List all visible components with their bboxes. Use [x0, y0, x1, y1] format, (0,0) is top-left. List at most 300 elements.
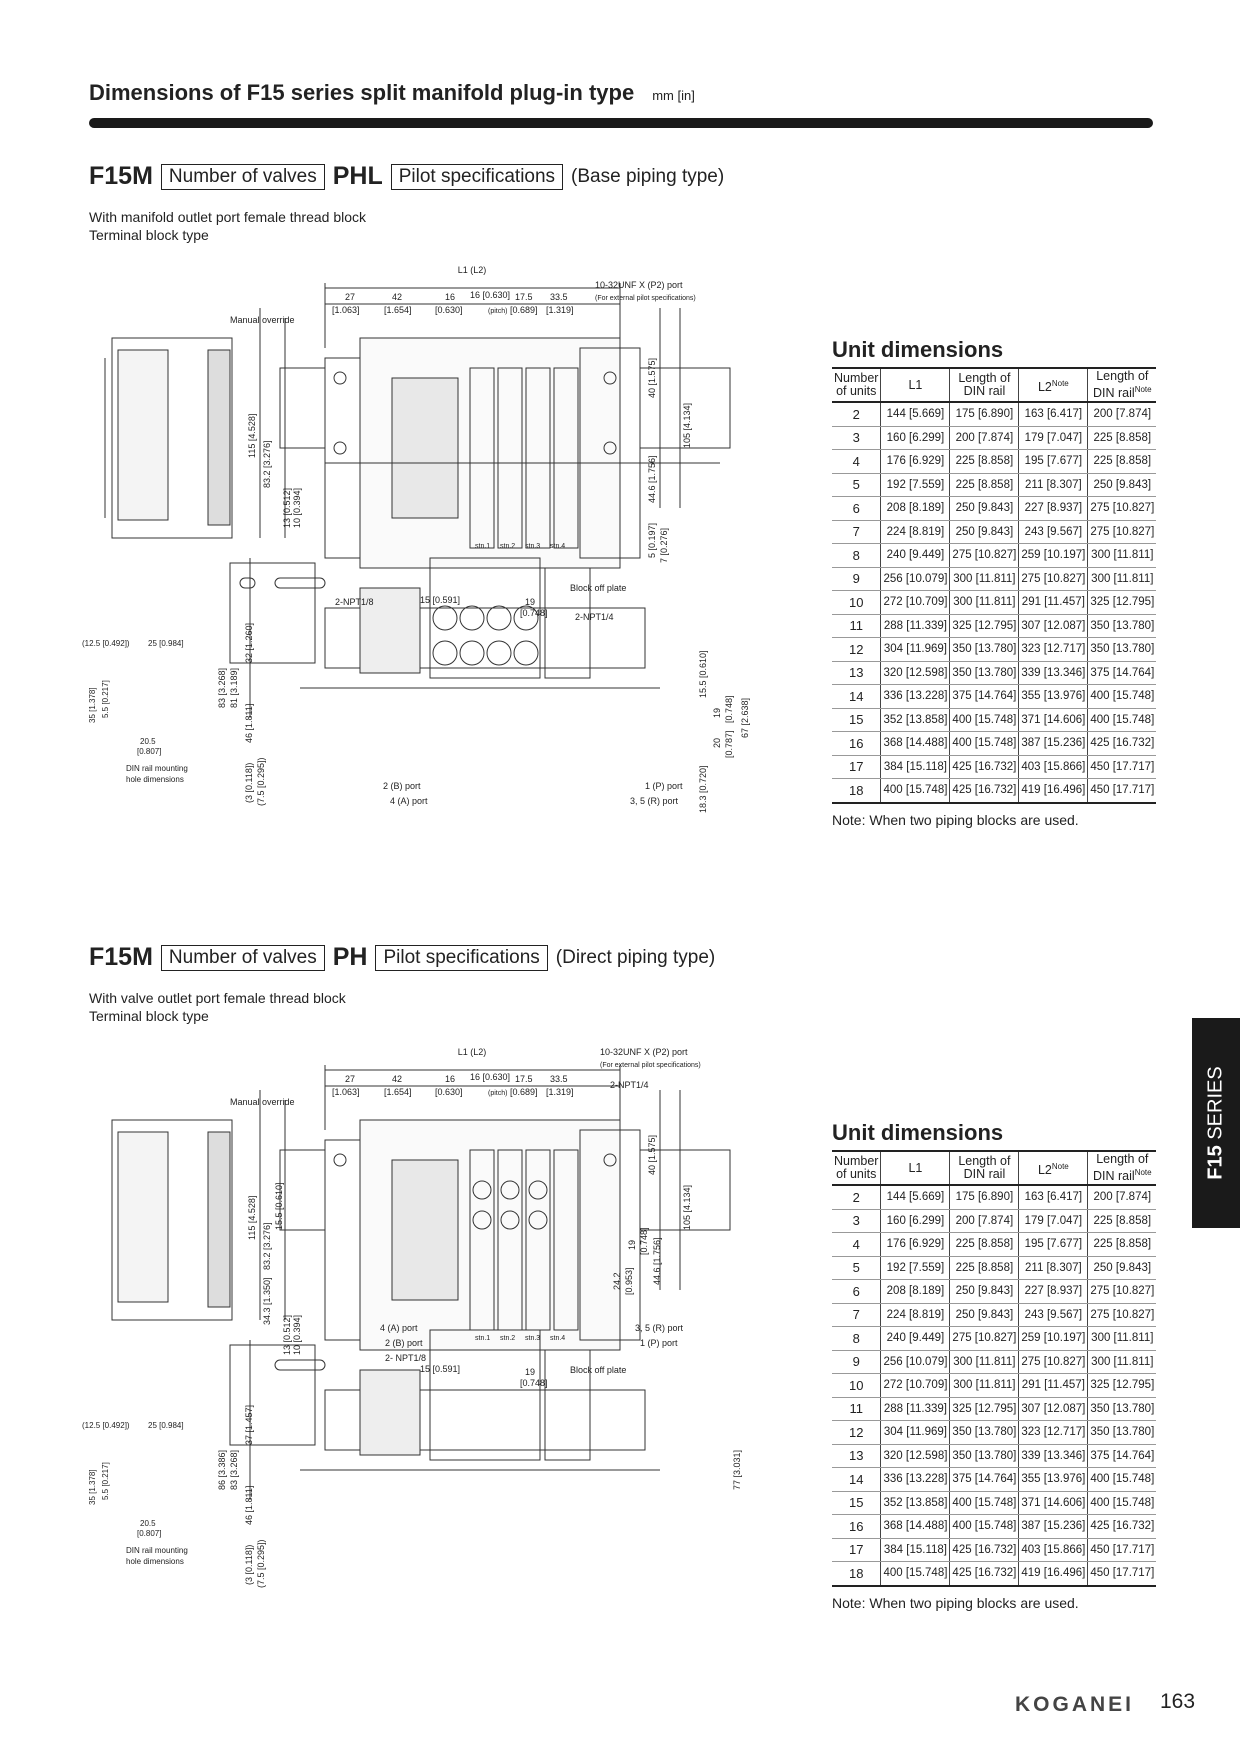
drawing-direct-piping [82, 1040, 800, 1600]
label-manual-override: Manual override [230, 315, 295, 325]
drawing-base-piping [82, 258, 800, 818]
table-cell: 375 [14.764] [950, 685, 1019, 709]
dim-pitch: (pitch) [488, 1090, 508, 1097]
model-prefix: F15M [89, 162, 153, 190]
table-cell: 13 [832, 1444, 881, 1468]
unit-dimensions-table-1 [832, 367, 1156, 804]
dim-335-in: [1.319] [546, 1087, 574, 1097]
bottom-view-valves [430, 558, 540, 678]
table-cell: 400 [15.748] [950, 1515, 1019, 1539]
dim-20-in: [0.787] [724, 730, 734, 758]
dim-rail-25: 25 [0.984] [148, 639, 184, 648]
table-cell: 176 [6.929] [881, 450, 950, 474]
table-cell: 259 [10.197] [1019, 544, 1088, 568]
table-row [832, 1303, 1156, 1327]
page-title-text: Dimensions of F15 series split manifold plug-in type [89, 80, 635, 105]
table-cell: 200 [7.874] [1088, 1185, 1156, 1209]
mounting-screw [334, 442, 346, 454]
table-cell: 425 [16.732] [950, 755, 1019, 779]
dim-rail-205: 20.5 [140, 1519, 156, 1528]
table-cell: 425 [16.732] [950, 1562, 1019, 1586]
table-cell: 350 [13.780] [1088, 614, 1156, 638]
table-cell: 12 [832, 1421, 881, 1445]
table-cell: 16 [832, 1515, 881, 1539]
label-p2-port: 10-32UNF X (P2) port [595, 280, 683, 290]
dim-13: 13 [0.512] [282, 1314, 292, 1355]
table-cell: 200 [7.874] [950, 426, 1019, 450]
table-cell: 355 [13.976] [1019, 685, 1088, 709]
table-cell: 419 [16.496] [1019, 779, 1088, 803]
table-cell: 350 [13.780] [950, 1421, 1019, 1445]
table-cell: 275 [10.827] [1019, 567, 1088, 591]
dim-115: 115 [4.528] [247, 1195, 257, 1240]
table-row [832, 520, 1156, 544]
port-circle [460, 606, 484, 630]
label-stn4: stn.4 [550, 1335, 566, 1342]
terminal-block [392, 1160, 458, 1300]
table-cell: 144 [5.669] [881, 402, 950, 426]
dim-155: 15.5 [0.610] [274, 1182, 284, 1230]
subtitle-2 [89, 989, 346, 1025]
table-cell: 160 [6.299] [881, 426, 950, 450]
table-cell: 450 [17.717] [1088, 1562, 1156, 1586]
dim-446: 44.6 [1.756] [652, 1237, 662, 1285]
table-cell: 425 [16.732] [1088, 1515, 1156, 1539]
table-cell: 400 [15.748] [950, 732, 1019, 756]
dim-46: 46 [1.811] [244, 703, 254, 743]
rail-slot [275, 578, 325, 588]
dim-27: 27 [345, 292, 356, 302]
series-tab-label: F15 SERIES [1204, 1066, 1227, 1180]
label-stn4: stn.4 [550, 543, 566, 550]
label-port-r: 3, 5 (R) port [635, 1323, 684, 1333]
table-cell: 325 [12.795] [950, 614, 1019, 638]
table-cell: 275 [10.827] [1088, 520, 1156, 544]
table-cell: 425 [16.732] [1088, 732, 1156, 756]
subtitle-line: With valve outlet port female thread block [89, 990, 346, 1006]
dim-37: 37 [1.457] [244, 1404, 254, 1445]
table-cell: 288 [11.339] [881, 1397, 950, 1421]
side-view-cover [118, 350, 168, 520]
dim-19b-in: [0.748] [520, 1378, 548, 1388]
table-cell: 225 [8.858] [1088, 450, 1156, 474]
table-cell: 6 [832, 1280, 881, 1304]
subtitle-line: With manifold outlet port female thread block [89, 209, 367, 225]
table-cell: 323 [12.717] [1019, 638, 1088, 662]
table-row [832, 1327, 1156, 1351]
label-port-a: 4 (A) port [390, 796, 428, 806]
table-cell: 300 [11.811] [950, 1374, 1019, 1398]
table-cell: 300 [11.811] [950, 591, 1019, 615]
table-cell: 9 [832, 1350, 881, 1374]
table-cell: 225 [8.858] [950, 450, 1019, 474]
label-manual-override: Manual override [230, 1097, 295, 1107]
dim-16-in: [0.630] [435, 305, 463, 315]
table-cell: 250 [9.843] [950, 520, 1019, 544]
table-cell: 17 [832, 1538, 881, 1562]
table-cell: 243 [9.567] [1019, 520, 1088, 544]
dim-42: 42 [392, 1074, 403, 1084]
label-p2-note: (For external pilot specifications) [600, 1062, 701, 1069]
table-note-2: Note: When two piping blocks are used. [832, 1595, 1079, 1611]
dim-183: 18.3 [0.720] [698, 765, 708, 813]
table-cell: 275 [10.827] [950, 1327, 1019, 1351]
table-cell: 11 [832, 614, 881, 638]
rail-caption-1: DIN rail mounting [126, 1546, 188, 1555]
table-cell: 339 [13.346] [1019, 661, 1088, 685]
port-circle [433, 606, 457, 630]
table-row [832, 1185, 1156, 1209]
dim-rail-205-in: [0.807] [137, 747, 162, 756]
col-l1: L1 [881, 368, 950, 402]
dim-40: 40 [1.575] [647, 357, 657, 398]
table-cell: 368 [14.488] [881, 732, 950, 756]
dim-rail-55: 5.5 [0.217] [101, 680, 110, 718]
table-cell: 300 [11.811] [1088, 567, 1156, 591]
dim-l1: L1 (L2) [457, 265, 487, 275]
model-code: PHL [332, 162, 383, 190]
dim-75: (7.5 [0.295]) [256, 757, 266, 806]
table-cell: 350 [13.780] [1088, 638, 1156, 662]
table-cell: 300 [11.811] [1088, 544, 1156, 568]
label-block-off: Block off plate [570, 583, 627, 593]
table-cell: 384 [15.118] [881, 755, 950, 779]
label-stn2: stn.2 [500, 1335, 516, 1342]
table-cell: 15 [832, 1491, 881, 1515]
table-cell: 18 [832, 1562, 881, 1586]
table-cell: 256 [10.079] [881, 567, 950, 591]
table-cell: 18 [832, 779, 881, 803]
table-cell: 387 [15.236] [1019, 732, 1088, 756]
dim-335: 33.5 [550, 1074, 568, 1084]
table-cell: 350 [13.780] [950, 638, 1019, 662]
dim-242: 24.2 [612, 1272, 622, 1290]
table-row [832, 1468, 1156, 1492]
subtitle-line: Terminal block type [89, 1008, 209, 1024]
dim-32: 32 [1.260] [244, 622, 254, 663]
page-number: 163 [1160, 1690, 1196, 1713]
model-code-2 [89, 943, 715, 972]
dim-rail-35: 35 [1.378] [88, 1469, 97, 1505]
col-din-length-note: Length of DIN rail$^{Note}$ [1088, 368, 1156, 402]
unit-note: mm [in] [652, 88, 695, 103]
unit-dimensions-table-2 [832, 1150, 1156, 1587]
label-port-b: 2 (B) port [383, 781, 421, 791]
table-cell: 250 [9.843] [950, 497, 1019, 521]
table-row [832, 1256, 1156, 1280]
table-cell: 275 [10.827] [1088, 1280, 1156, 1304]
table-cell: 225 [8.858] [950, 473, 1019, 497]
table-cell: 163 [6.417] [1019, 402, 1088, 426]
table-cell: 163 [6.417] [1019, 1185, 1088, 1209]
bottom-view-block [360, 1370, 420, 1455]
port-circle [514, 641, 538, 665]
col-din-length-note: Length of DIN rail$^{Note}$ [1088, 1151, 1156, 1185]
table-cell: 250 [9.843] [950, 1303, 1019, 1327]
table-cell: 192 [7.559] [881, 473, 950, 497]
piping-type: (Direct piping type) [555, 946, 716, 968]
table-cell: 12 [832, 638, 881, 662]
dim-10: 10 [0.394] [292, 1314, 302, 1355]
rail-caption-1: DIN rail mounting [126, 764, 188, 773]
dim-27-in: [1.063] [332, 1087, 360, 1097]
dim-42-in: [1.654] [384, 1087, 412, 1097]
table-cell: 195 [7.677] [1019, 1233, 1088, 1257]
table-row [832, 1515, 1156, 1539]
dim-446: 44.6 [1.756] [647, 455, 657, 503]
din-rail-left [280, 368, 325, 448]
table-cell: 387 [15.236] [1019, 1515, 1088, 1539]
table-cell: 400 [15.748] [881, 779, 950, 803]
table-cell: 5 [832, 1256, 881, 1280]
dim-19b-in: [0.748] [724, 695, 734, 723]
page-title [89, 80, 695, 106]
col-l2: $L2^{Note}$ [1019, 368, 1088, 402]
table-cell: 325 [12.795] [1088, 1374, 1156, 1398]
col-l2: $L2^{Note}$ [1019, 1151, 1088, 1185]
port-circle [433, 641, 457, 665]
dim-175-in: [0.689] [510, 1087, 538, 1097]
table-cell: 375 [14.764] [1088, 661, 1156, 685]
table-cell: 371 [14.606] [1019, 1491, 1088, 1515]
dim-42-in: [1.654] [384, 305, 412, 315]
dim-19b: 19 [525, 1367, 536, 1377]
table-cell: 307 [12.087] [1019, 1397, 1088, 1421]
table-cell: 336 [13.228] [881, 685, 950, 709]
col-number-of-units: Number of units [832, 1151, 881, 1185]
table-cell: 275 [10.827] [1088, 497, 1156, 521]
dim-16-pitch: 16 [0.630] [470, 1072, 511, 1082]
label-stn2: stn.2 [500, 543, 516, 550]
table-row [832, 497, 1156, 521]
table-cell: 6 [832, 497, 881, 521]
dim-81: 81 [3.189] [229, 667, 239, 708]
table-row [832, 732, 1156, 756]
din-rail-left [280, 1150, 325, 1230]
table-cell: 275 [10.827] [950, 544, 1019, 568]
table-cell: 240 [9.449] [881, 544, 950, 568]
dim-155: 15.5 [0.610] [698, 650, 708, 698]
dim-20: 20 [712, 737, 722, 748]
label-port-a: 4 (A) port [380, 1323, 418, 1333]
col-number-of-units: Number of units [832, 368, 881, 402]
table-cell: 275 [10.827] [1088, 1303, 1156, 1327]
table-cell: 419 [16.496] [1019, 1562, 1088, 1586]
table-cell: 7 [832, 1303, 881, 1327]
table-cell: 195 [7.677] [1019, 450, 1088, 474]
table-cell: 368 [14.488] [881, 1515, 950, 1539]
dim-67: 67 [2.638] [740, 697, 750, 738]
label-port-b: 2 (B) port [385, 1338, 423, 1348]
dim-832: 83.2 [3.276] [262, 440, 272, 488]
table-cell: 350 [13.780] [950, 1444, 1019, 1468]
title-divider-bar [89, 118, 1153, 128]
table-cell: 320 [12.598] [881, 1444, 950, 1468]
table-row [832, 1397, 1156, 1421]
model-code-1 [89, 162, 724, 191]
table-cell: 352 [13.858] [881, 708, 950, 732]
table-cell: 211 [8.307] [1019, 473, 1088, 497]
dim-86: 86 [3.386] [217, 1449, 227, 1490]
table-row [832, 473, 1156, 497]
table-cell: 352 [13.858] [881, 1491, 950, 1515]
table-cell: 2 [832, 1185, 881, 1209]
table-cell: 5 [832, 473, 881, 497]
table-cell: 17 [832, 755, 881, 779]
label-block-off: Block off plate [570, 1365, 627, 1375]
table-cell: 291 [11.457] [1019, 1374, 1088, 1398]
dim-115: 115 [4.528] [247, 413, 257, 458]
table-header-row [832, 1151, 1156, 1185]
table-cell: 403 [15.866] [1019, 755, 1088, 779]
table-row [832, 685, 1156, 709]
dim-175-in: [0.689] [510, 305, 538, 315]
table-row [832, 614, 1156, 638]
label-port-r: 3, 5 (R) port [630, 796, 679, 806]
table-cell: 325 [12.795] [950, 1397, 1019, 1421]
label-stn3: stn.3 [525, 543, 541, 550]
table-cell: 300 [11.811] [950, 567, 1019, 591]
table-cell: 211 [8.307] [1019, 1256, 1088, 1280]
dim-rail-w: (12.5 [0.492]) [82, 639, 130, 648]
table-row [832, 708, 1156, 732]
table-row [832, 1421, 1156, 1445]
dim-rail-35: 35 [1.378] [88, 687, 97, 723]
dim-83: 83 [3.268] [229, 1449, 239, 1490]
table-cell: 304 [11.969] [881, 1421, 950, 1445]
table-cell: 375 [14.764] [1088, 1444, 1156, 1468]
table-cell: 225 [8.858] [950, 1256, 1019, 1280]
label-npt18: 2- NPT1/8 [385, 1353, 427, 1363]
dim-335-in: [1.319] [546, 305, 574, 315]
label-port-p: 1 (P) port [645, 781, 683, 791]
dim-27-in: [1.063] [332, 305, 360, 315]
number-of-valves-box: Number of valves [161, 945, 325, 971]
label-port-p: 1 (P) port [640, 1338, 678, 1348]
table-row [832, 779, 1156, 803]
table-cell: 425 [16.732] [950, 779, 1019, 803]
label-npt14: 2-NPT1/4 [610, 1080, 649, 1090]
rail-slot [275, 1360, 325, 1370]
table-cell: 336 [13.228] [881, 1468, 950, 1492]
label-stn3: stn.3 [525, 1335, 541, 1342]
model-prefix: F15M [89, 943, 153, 971]
pilot-spec-box: Pilot specifications [391, 164, 563, 190]
table-cell: 300 [11.811] [950, 1350, 1019, 1374]
table-cell: 175 [6.890] [950, 402, 1019, 426]
rail-caption-2: hole dimensions [126, 775, 184, 784]
dim-pitch: (pitch) [488, 308, 508, 315]
table-cell: 160 [6.299] [881, 1209, 950, 1233]
label-npt18: 2-NPT1/8 [335, 597, 374, 607]
dim-46: 46 [1.811] [244, 1485, 254, 1525]
dim-19-in: [0.748] [639, 1227, 649, 1255]
table-cell: 400 [15.748] [950, 708, 1019, 732]
table-cell: 240 [9.449] [881, 1327, 950, 1351]
dim-rail-25: 25 [0.984] [148, 1421, 184, 1430]
table-cell: 225 [8.858] [1088, 1209, 1156, 1233]
dim-rail-205: 20.5 [140, 737, 156, 746]
dim-27: 27 [345, 1074, 356, 1084]
table-cell: 208 [8.189] [881, 1280, 950, 1304]
dim-rail-55: 5.5 [0.217] [101, 1462, 110, 1500]
dim-343: 34.3 [1.350] [262, 1277, 272, 1325]
dim-15: 15 [0.591] [420, 595, 461, 605]
table-cell: 403 [15.866] [1019, 1538, 1088, 1562]
dim-7: 7 [0.276] [659, 527, 669, 563]
table-cell: 224 [8.819] [881, 520, 950, 544]
table-row [832, 426, 1156, 450]
table-row [832, 567, 1156, 591]
table-row [832, 591, 1156, 615]
table-cell: 9 [832, 567, 881, 591]
table-cell: 179 [7.047] [1019, 426, 1088, 450]
table-cell: 350 [13.780] [1088, 1421, 1156, 1445]
table-cell: 339 [13.346] [1019, 1444, 1088, 1468]
dim-19-in: [0.748] [520, 608, 548, 618]
table-cell: 4 [832, 450, 881, 474]
dim-l1: L1 (L2) [457, 1047, 487, 1057]
mounting-screw [334, 1154, 346, 1166]
table-row [832, 755, 1156, 779]
brand-logo: KOGANEI [1015, 1693, 1135, 1716]
table-cell: 325 [12.795] [1088, 591, 1156, 615]
dim-16: 16 [445, 1074, 456, 1084]
dim-83: 83 [3.268] [217, 667, 227, 708]
rail-caption-2: hole dimensions [126, 1557, 184, 1566]
table-cell: 272 [10.709] [881, 1374, 950, 1398]
table-cell: 350 [13.780] [1088, 1397, 1156, 1421]
dim-3: (3 [0.118]) [244, 762, 254, 803]
table-cell: 250 [9.843] [950, 1280, 1019, 1304]
table-cell: 227 [8.937] [1019, 1280, 1088, 1304]
dim-15: 15 [0.591] [420, 1364, 461, 1374]
side-view-terminal [208, 1132, 230, 1307]
dim-77: 77 [3.031] [732, 1449, 742, 1490]
label-p2-note: (For external pilot specifications) [595, 295, 696, 302]
table-cell: 275 [10.827] [1019, 1350, 1088, 1374]
dim-3: (3 [0.118]) [244, 1544, 254, 1585]
dim-335: 33.5 [550, 292, 568, 302]
dim-242-in: [0.953] [624, 1267, 634, 1295]
port-circle [487, 641, 511, 665]
table-header-row [832, 368, 1156, 402]
pilot-spec-box: Pilot specifications [375, 945, 547, 971]
table-cell: 192 [7.559] [881, 1256, 950, 1280]
table-row [832, 1233, 1156, 1257]
table-row [832, 450, 1156, 474]
dim-10: 10 [0.394] [292, 487, 302, 528]
table-cell: 400 [15.748] [881, 1562, 950, 1586]
table-cell: 400 [15.748] [1088, 685, 1156, 709]
col-l1: L1 [881, 1151, 950, 1185]
table-cell: 256 [10.079] [881, 1350, 950, 1374]
model-code: PH [332, 943, 368, 971]
side-view-cover [118, 1132, 168, 1302]
table-cell: 307 [12.087] [1019, 614, 1088, 638]
table-cell: 15 [832, 708, 881, 732]
table-cell: 355 [13.976] [1019, 1468, 1088, 1492]
label-stn1: stn.1 [475, 543, 491, 550]
table-cell: 3 [832, 426, 881, 450]
port-circle [487, 606, 511, 630]
dim-16: 16 [445, 292, 456, 302]
table-cell: 11 [832, 1397, 881, 1421]
table-cell: 225 [8.858] [1088, 426, 1156, 450]
table-row [832, 1562, 1156, 1586]
table-cell: 225 [8.858] [1088, 1233, 1156, 1257]
table-cell: 425 [16.732] [950, 1538, 1019, 1562]
